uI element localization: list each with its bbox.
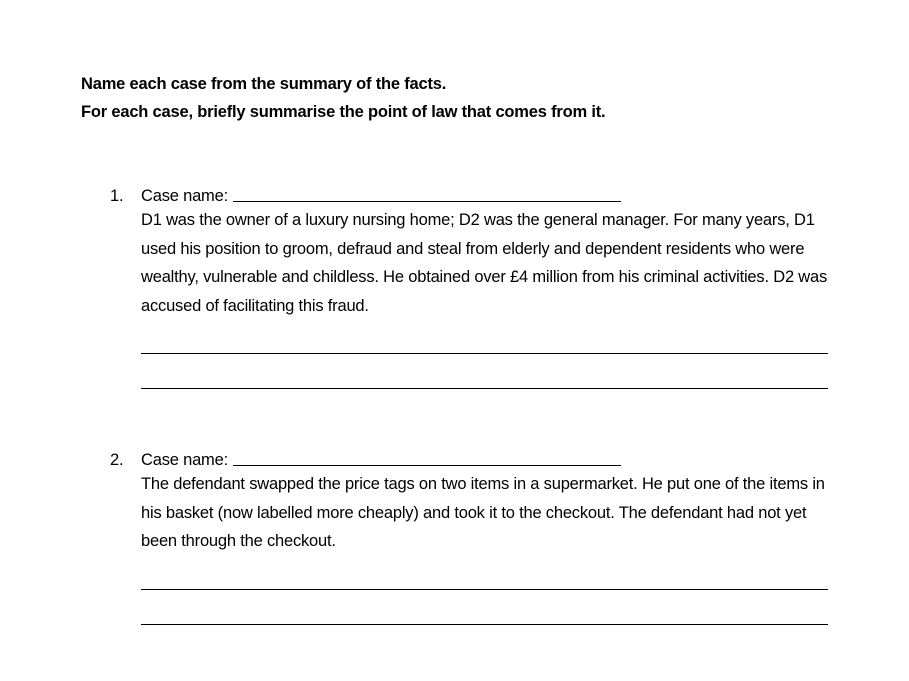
case-name-blank[interactable] <box>233 200 621 202</box>
case-facts: The defendant swapped the price tags on two items in a supermarket. He put one of the items in his basket (now labelled more cheaply) and took it to the checkout. The defendant had not yet been through the checkout. <box>141 475 825 550</box>
question-1-header <box>110 180 830 206</box>
question-number: 1. <box>110 187 124 205</box>
question-2-header <box>110 444 830 470</box>
case-name-label: Case name: <box>141 451 228 469</box>
answer-line-1[interactable] <box>141 353 828 354</box>
answer-line-2[interactable] <box>141 388 828 389</box>
case-name-blank[interactable] <box>233 464 621 466</box>
answer-line-1[interactable] <box>141 589 828 590</box>
instruction-line-1: Name each case from the summary of the facts. <box>81 75 447 93</box>
question-2 <box>110 444 830 625</box>
question-1 <box>110 180 830 389</box>
case-name-label: Case name: <box>141 187 228 205</box>
instructions <box>81 70 605 126</box>
question-number: 2. <box>110 451 124 469</box>
answer-line-2[interactable] <box>141 624 828 625</box>
instruction-line-2: For each case, briefly summarise the point of law that comes from it. <box>81 103 606 121</box>
case-facts: D1 was the owner of a luxury nursing home; D2 was the general manager. For many years, D1 used his position to groom, defraud and steal from elderly and dependent residents who were wealthy, vulnerable and childless. He obtained over £4 million from his criminal activities. D2 was accused of facilitating this fraud. <box>141 211 828 315</box>
